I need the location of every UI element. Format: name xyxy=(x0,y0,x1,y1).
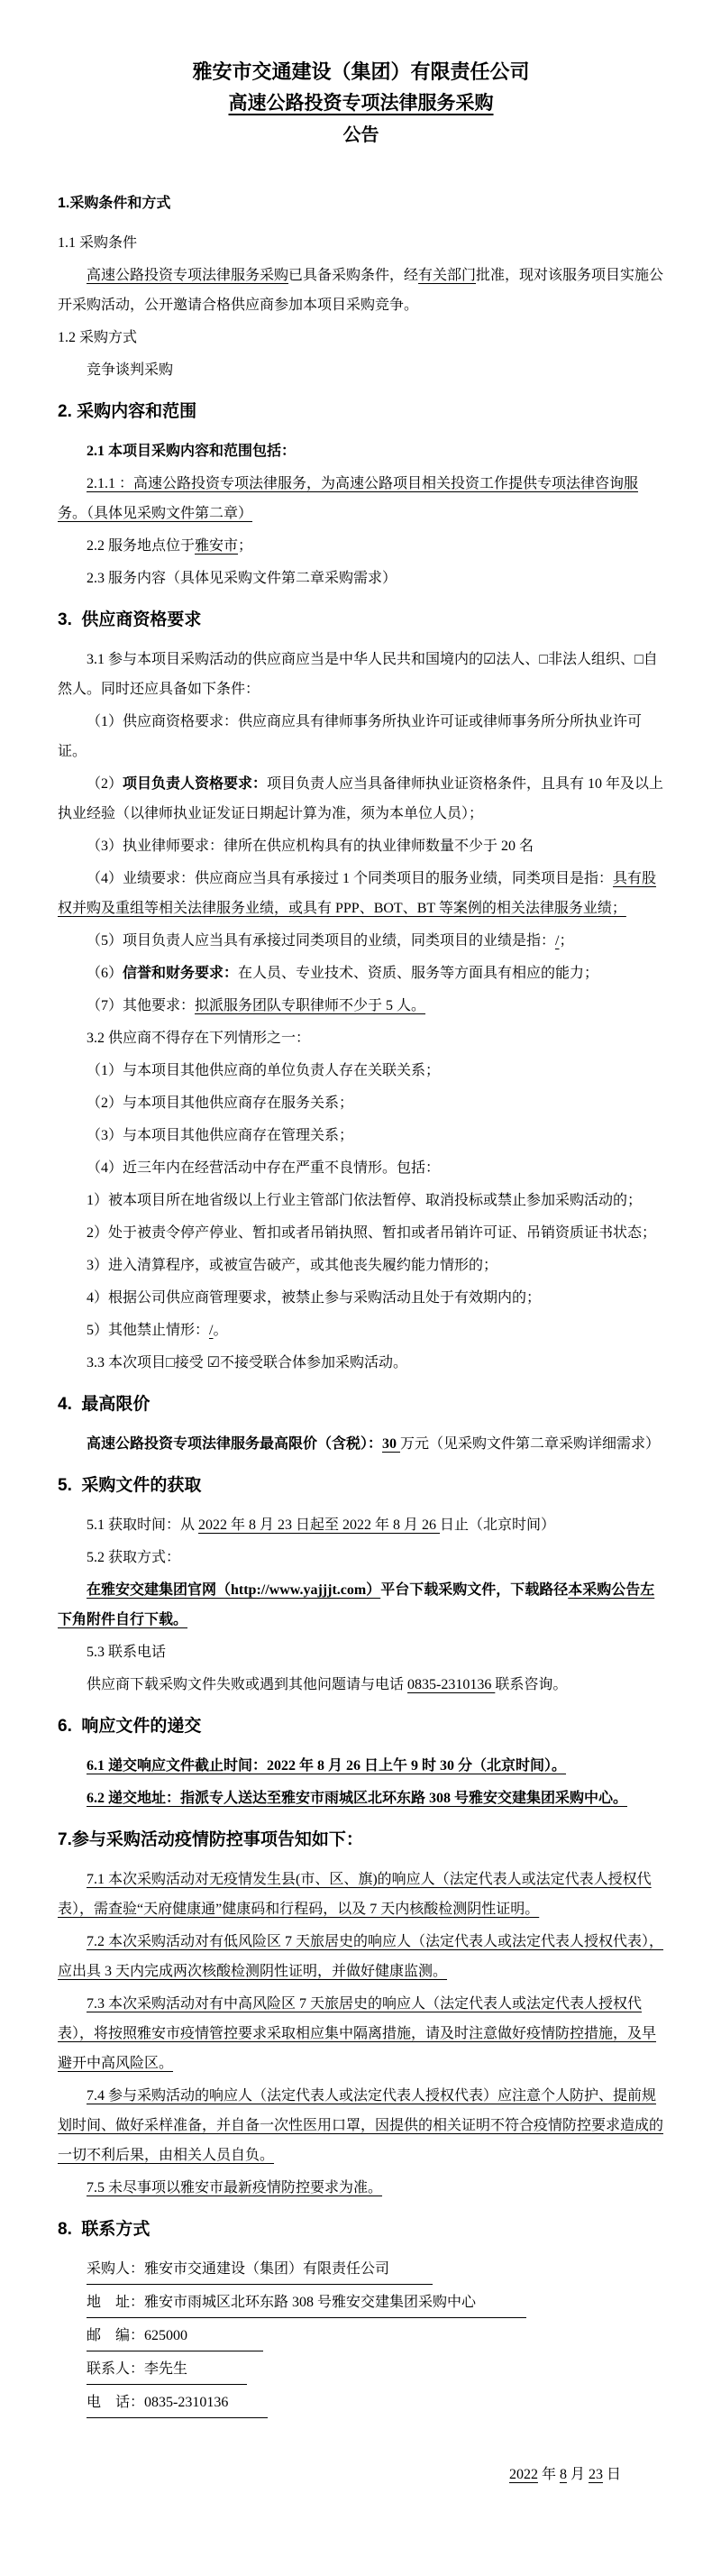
requirement-item-7: （7）其他要求：拟派服务团队专职律师不少于 5 人。 xyxy=(87,998,426,1013)
slash-blank: / xyxy=(555,933,560,949)
clause-6-2 xyxy=(58,1783,664,1813)
clause-1-1-body: 高速公路投资专项法律服务采购已具备采购条件，经有关部门批准，现对该服务项目实施公开采购活动，公开邀请合格供应商参加本项目采购竞争。 xyxy=(58,268,664,313)
bad-record-item-2: 2）处于被责令停产停业、暂扣或者吊销执照、暂扣或者吊销许可证、吊销资质证书状态； xyxy=(87,1225,657,1241)
checkbox-unchecked-icon: □ xyxy=(166,1355,175,1371)
requirement-item-1: （1）供应商资格要求：供应商应具有律师事务所执业许可证或律师事务所分所执业许可证。 xyxy=(58,714,643,759)
section-3-heading: 3. 供应商资格要求 xyxy=(58,610,202,629)
contact-value: 625000 xyxy=(144,2328,188,2343)
clause-7-3: 7.3 本次采购活动对有中高风险区 7 天旅居史的响应人（法定代表人或法定代表人授权代表），将按照雅安市疫情管控要求采取相应集中隔离措施，请及时注意做好疫情防控措施，及早避开中高风险区。 xyxy=(58,1996,657,2071)
clause-6-1 xyxy=(58,1751,664,1781)
checkbox-unchecked-icon: □ xyxy=(634,652,643,667)
prohibited-item-2: （2）与本项目其他供应商存在服务关系； xyxy=(87,1095,354,1111)
checkbox-checked-icon: ☑ xyxy=(483,652,497,667)
bad-record-item-5: 5）其他禁止情形：/。 xyxy=(87,1323,228,1338)
contact-value: 雅安市交通建设（集团）有限责任公司 xyxy=(144,2261,390,2277)
procurement-method: 竞争谈判采购 xyxy=(87,362,174,378)
website-url: 在雅安交建集团官网（http://www.yajjjt.com） xyxy=(87,1582,381,1598)
bad-record-item-3: 3）进入清算程序，或被宣告破产，或其他丧失履约能力情形的； xyxy=(87,1258,498,1273)
section-8-heading: 8. 联系方式 xyxy=(58,2220,151,2239)
procurement-title-text: 高速公路投资专项法律服务采购 xyxy=(228,93,494,114)
requirement-item-4: （4）业绩要求：供应商应当具有承接过 1 个同类项目的服务业绩，同类项目是指：具有股权并购及重组等相关法律服务业绩，或具有 PPP、BOT、BT 等案例的相关法律服务业绩； xyxy=(58,871,657,916)
project-name-underlined: 高速公路投资专项法律服务采购 xyxy=(87,268,289,283)
download-instructions: 在雅安交建集团官网（http://www.yajjjt.com）平台下载采购文件，下载路径本采购公告左下角附件自行下载。 xyxy=(58,1582,655,1627)
download-path-underlined: 本采购公告左下角附件自行下载。 xyxy=(58,1582,655,1627)
prohibited-item-1: （1）与本项目其他供应商的单位负责人存在关联关系； xyxy=(87,1063,441,1078)
requirement-item-6: （6）信誉和财务要求：在人员、专业技术、资质、服务等方面具有相应的能力； xyxy=(87,966,599,981)
date-year: 2022 xyxy=(508,2467,538,2482)
requirement-item-5: （5）项目负责人应当具有承接过同类项目的业绩，同类项目的业绩是指：/； xyxy=(87,933,574,949)
section-3-qualifications xyxy=(58,608,664,1378)
clause-5-3: 5.3 联系电话 xyxy=(87,1645,167,1660)
clause-7-4: 7.4 参与采购活动的响应人（法定代表人或法定代表人授权代表）应注意个人防护、提前规划时间、做好采样准备，并自备一次性医用口罩，因提供的相关证明不符合疫情防控要求造成的一切不利后果，由相关人员自负。 xyxy=(58,2088,664,2163)
clause-2-3: 2.3 服务内容（具体见采购文件第二章采购需求） xyxy=(87,571,397,586)
bad-record-item-4: 4）根据公司供应商管理要求，被禁止参与采购活动且处于有效期内的； xyxy=(87,1290,542,1306)
team-requirement-underlined: 拟派服务团队专职律师不少于 5 人。 xyxy=(195,998,426,1013)
contact-label: 邮 编： xyxy=(87,2328,145,2343)
contact-label: 地 址： xyxy=(87,2295,145,2310)
contact-row-phone xyxy=(58,2388,664,2418)
announcement-date: 2022 年 8 月 23 日 xyxy=(508,2467,621,2482)
section-5-document-acquisition xyxy=(58,1473,664,1700)
clause-2-2: 2.2 服务地点位于雅安市； xyxy=(87,538,253,554)
service-location-underlined: 雅安市 xyxy=(195,538,239,554)
section-4-heading: 4. 最高限价 xyxy=(58,1395,151,1414)
clause-1-1-heading: 1.1 采购条件 xyxy=(58,235,138,251)
document-title xyxy=(58,56,664,151)
phone-number-underlined: 0835-2310136 xyxy=(407,1677,496,1692)
contact-row-person xyxy=(58,2354,664,2385)
performance-requirement-underlined: 具有股权并购及重组等相关法律服务业绩，或具有 PPP、BOT、BT 等案例的相关法律服务业绩； xyxy=(58,871,657,916)
contact-row-address xyxy=(58,2287,664,2318)
prohibited-item-4: （4）近三年内在经营活动中存在严重不良情形。包括： xyxy=(87,1160,441,1176)
checkbox-checked-icon: ☑ xyxy=(206,1355,221,1371)
submission-address-underlined: 6.2 递交地址：指派专人送达至雅安市雨城区北环东路 308 号雅安交建集团采购中心。 xyxy=(87,1791,628,1806)
price-ceiling-body: 高速公路投资专项法律服务最高限价（含税）：30 万元（见采购文件第二章采购详细需求） xyxy=(87,1436,661,1452)
acquisition-period-underlined: 2022 年 8 月 23 日起至 2022 年 8 月 26 xyxy=(198,1517,441,1533)
prohibited-item-3: （3）与本项目其他供应商存在管理关系； xyxy=(87,1128,354,1143)
clause-1-2-heading: 1.2 采购方式 xyxy=(58,330,138,345)
contact-label: 电 话： xyxy=(87,2395,145,2410)
clause-7-5: 7.5 未尽事项以雅安市最新疫情防控要求为准。 xyxy=(87,2180,383,2196)
contact-label: 采购人： xyxy=(87,2261,145,2277)
contact-value: 李先生 xyxy=(144,2361,188,2377)
announcement-label: 公告 xyxy=(342,125,379,145)
contact-value: 0835-2310136 xyxy=(144,2395,229,2410)
company-name: 雅安市交通建设（集团）有限责任公司 xyxy=(192,60,530,83)
section-6-submission xyxy=(58,1714,664,1813)
clause-2-1: 2.1 本项目采购内容和范围包括： xyxy=(87,444,297,459)
requirement-item-2: （2）项目负责人资格要求：项目负责人应当具备律师执业证资格条件，且具有 10 年及以上执业经验（以律师执业证发证日期起计算为准，须为本单位人员）； xyxy=(58,776,664,821)
section-5-heading: 5. 采购文件的获取 xyxy=(58,1476,202,1495)
contact-label: 联系人： xyxy=(87,2361,145,2377)
clause-3-2: 3.2 供应商不得存在下列情形之一： xyxy=(87,1031,311,1046)
checkbox-unchecked-icon: □ xyxy=(539,652,549,667)
clause-7-1: 7.1 本次采购活动对无疫情发生县(市、区、旗)的响应人（法定代表人或法定代表人授权代表），需查验“天府健康通”健康码和行程码，以及 7 天内核酸检测阴性证明。 xyxy=(58,1872,652,1917)
section-2-scope xyxy=(58,399,664,593)
clause-7-2: 7.2 本次采购活动对有低风险区 7 天旅居史的响应人（法定代表人或法定代表人授权代表），应出具 3 天内完成两次核酸检测阴性证明，并做好健康监测。 xyxy=(58,1934,664,1979)
contact-row-purchaser xyxy=(58,2254,664,2285)
price-value-underlined: 30 xyxy=(382,1436,401,1452)
section-8-contact xyxy=(58,2217,664,2418)
section-7-epidemic-prevention xyxy=(58,1828,664,2203)
contact-row-postcode xyxy=(58,2321,664,2351)
section-7-heading: 7.参与采购活动疫情防控事项告知如下： xyxy=(58,1830,363,1849)
procurement-title xyxy=(58,87,664,119)
clause-5-2: 5.2 获取方式： xyxy=(87,1550,181,1565)
approval-authority-underlined: 有关部门 xyxy=(418,268,477,283)
section-4-price-ceiling xyxy=(58,1392,664,1459)
contact-phone-note: 供应商下载采购文件失败或遇到其他问题请与电话 0835-2310136 联系咨询。 xyxy=(87,1677,568,1692)
section-2-heading: 2. 采购内容和范围 xyxy=(58,402,197,421)
section-1-heading: 1.采购条件和方式 xyxy=(58,196,171,211)
requirement-item-3: （3）执业律师要求：律所在供应机构具有的执业律师数量不少于 20 名 xyxy=(87,839,534,854)
clause-5-1: 5.1 获取时间：从 2022 年 8 月 23 日起至 2022 年 8 月 26 日止（北京时间） xyxy=(87,1517,556,1533)
clause-3-3: 3.3 本次项目□接受 ☑不接受联合体参加采购活动。 xyxy=(87,1355,408,1371)
date-month: 8 xyxy=(559,2467,567,2482)
contact-value: 雅安市雨城区北环东路 308 号雅安交建集团采购中心 xyxy=(144,2295,477,2310)
bad-record-item-1: 1）被本项目所在地省级以上行业主管部门依法暂停、取消投标或禁止参加采购活动的； xyxy=(87,1193,643,1208)
date-day: 23 xyxy=(588,2467,603,2482)
section-1-conditions xyxy=(58,191,664,385)
section-6-heading: 6. 响应文件的递交 xyxy=(58,1717,202,1736)
slash-blank: / xyxy=(209,1323,214,1338)
clause-3-1: 3.1 参与本项目采购活动的供应商应当是中华人民共和国境内的☑法人、□非法人组织、□自然人。同时还应具备如下条件： xyxy=(58,652,658,697)
clause-2-1-1: 2.1.1 ：高速公路投资专项法律服务，为高速公路项目相关投资工作提供专项法律咨询服务。（具体见采购文件第二章） xyxy=(58,476,639,521)
submission-deadline-underlined: 6.1 递交响应文件截止时间：2022 年 8 月 26 日上午 9 时 30 分（北京时间）。 xyxy=(87,1758,567,1774)
